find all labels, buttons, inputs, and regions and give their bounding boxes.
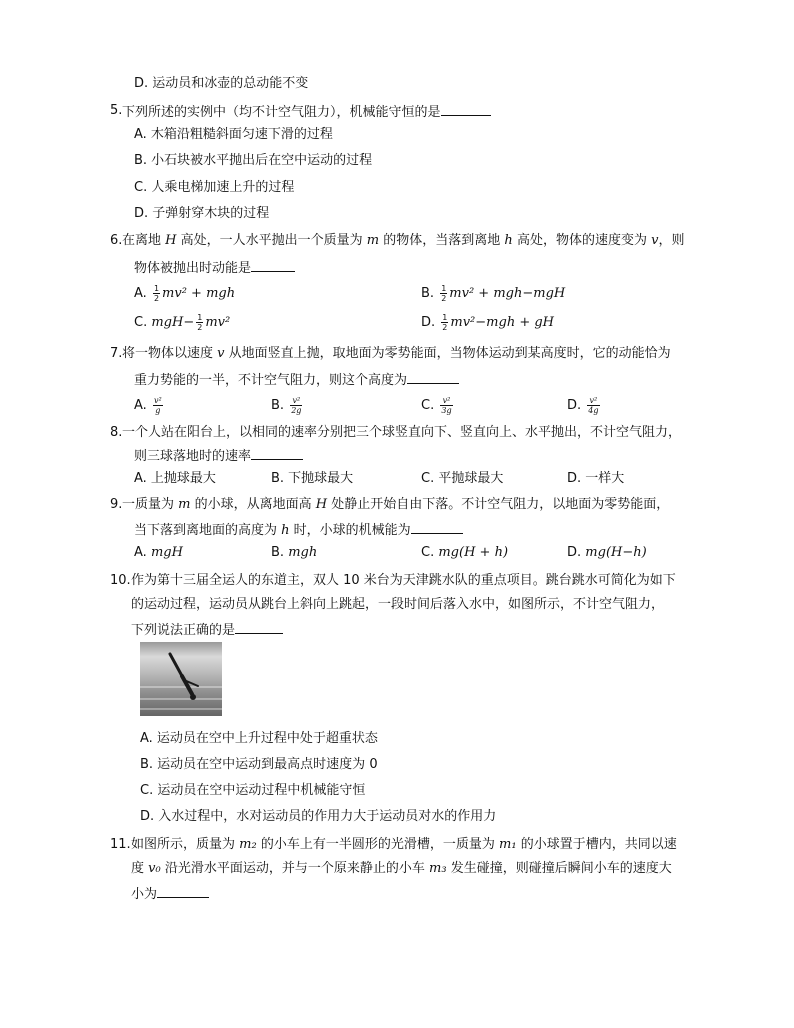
q8-option-a: A. 上抛球最大 <box>134 471 216 486</box>
question-stem: 下列所述的实例中（均不计空气阻力），机械能守恒的是 <box>122 103 491 121</box>
question-number: 9. <box>110 497 123 512</box>
question-stem: 如图所示，质量为 m₂ 的小车上有一半圆形的光滑槽，一质量为 m₁ 的小球置于槽内，共同以速 <box>131 837 677 852</box>
question-number: 6. <box>110 233 123 248</box>
q8-option-c: C. 平抛球最大 <box>421 471 504 486</box>
q9-option-c: C. mg(H + h) <box>421 545 509 560</box>
q10-option-d: D. 入水过程中，水对运动员的作用力大于运动员对水的作用力 <box>140 809 497 824</box>
q9-option-d: D. mg(H−h) <box>567 545 647 560</box>
question-stem: 一个人站在阳台上，以相同的速率分别把三个球竖直向下、竖直向上、水平抛出，不计空气阻力， <box>122 425 682 440</box>
q7-option-b: B. $\frac{\text{v²}}{2g}$ <box>271 396 302 415</box>
answer-blank <box>251 447 303 460</box>
q6-option-d: D. $\frac{1}{2}$ mv²−mgh + gH <box>421 313 555 332</box>
question-stem-cont: 小为 <box>131 885 209 903</box>
question-stem-cont: 当下落到离地面的高度为 h 时，小球的机械能为 <box>134 521 463 539</box>
question-number: 5. <box>110 103 123 118</box>
question-stem-cont: 的运动过程，运动员从跳台上斜向上跳起，一段时间后落入水中，如图所示，不计空气阻力， <box>131 597 665 612</box>
question-stem-cont: 重力势能的一半，不计空气阻力，则这个高度为 <box>134 371 459 389</box>
q7-option-d: D. $\frac{\text{v²}}{4g}$ <box>567 396 599 415</box>
q7-option-c: C. $\frac{\text{v²}}{3g}$ <box>421 396 452 415</box>
question-stem: 在离地 H 高处，一人水平抛出一个质量为 m 的物体，当落到离地 h 高处，物体的速度变为 v，则 <box>122 233 685 248</box>
question-stem-cont: 下列说法正确的是 <box>131 621 283 639</box>
question-stem: 将一物体以速度 v 从地面竖直上抛，取地面为零势能面，当物体运动到某高度时，它的动能恰为 <box>122 346 671 361</box>
q9-option-b: B. mgh <box>271 545 318 560</box>
q5-option-b: B. 小石块被水平抛出后在空中运动的过程 <box>134 153 373 168</box>
answer-blank <box>251 259 295 272</box>
question-number: 8. <box>110 425 123 440</box>
q5-option-a: A. 木箱沿粗糙斜面匀速下滑的过程 <box>134 127 333 142</box>
q8-option-b: B. 下抛球最大 <box>271 471 354 486</box>
q4-option-d: D. 运动员和冰壶的总动能不变 <box>134 76 309 91</box>
answer-blank <box>407 371 459 384</box>
answer-blank <box>157 885 209 898</box>
q8-option-d: D. 一样大 <box>567 471 625 486</box>
answer-blank <box>441 103 491 116</box>
question-stem-cont: 则三球落地时的速率 <box>134 447 303 465</box>
answer-blank <box>235 621 283 634</box>
q9-option-a: A. mgH <box>134 545 183 560</box>
diver-photo <box>140 642 222 716</box>
question-stem: 一质量为 m 的小球，从离地面高 H 处静止开始自由下落。不计空气阻力，以地面为零势能面， <box>122 497 670 512</box>
question-stem: 作为第十三届全运人的东道主，双人 10 米台为天津跳水队的重点项目。跳台跳水可简化为如下 <box>131 573 676 588</box>
question-stem-cont: 物体被抛出时动能是 <box>134 259 295 277</box>
question-number: 10. <box>110 573 131 588</box>
q10-option-b: B. 运动员在空中运动到最高点时速度为 0 <box>140 757 378 772</box>
q7-option-a: A. $\frac{\text{v²}}{g}$ <box>134 396 162 415</box>
diver-figure <box>140 642 222 716</box>
q10-option-c: C. 运动员在空中运动过程中机械能守恒 <box>140 783 366 798</box>
q10-option-a: A. 运动员在空中上升过程中处于超重状态 <box>140 731 378 746</box>
question-stem-cont: 度 v₀ 沿光滑水平面运动，并与一个原来静止的小车 m₃ 发生碰撞，则碰撞后瞬间小车的速度大 <box>131 861 672 876</box>
q5-option-c: C. 人乘电梯加速上升的过程 <box>134 180 295 195</box>
q6-option-c: C. mgH− $\frac{1}{2}$ mv² <box>134 313 231 332</box>
q6-option-a: A. $\frac{1}{2}$ mv² + mgh <box>134 284 236 303</box>
question-number: 7. <box>110 346 123 361</box>
q5-option-d: D. 子弹射穿木块的过程 <box>134 206 270 221</box>
q6-option-b: B. $\frac{1}{2}$ mv² + mgh−mgH <box>421 284 566 303</box>
question-number: 11. <box>110 837 131 852</box>
answer-blank <box>411 521 463 534</box>
